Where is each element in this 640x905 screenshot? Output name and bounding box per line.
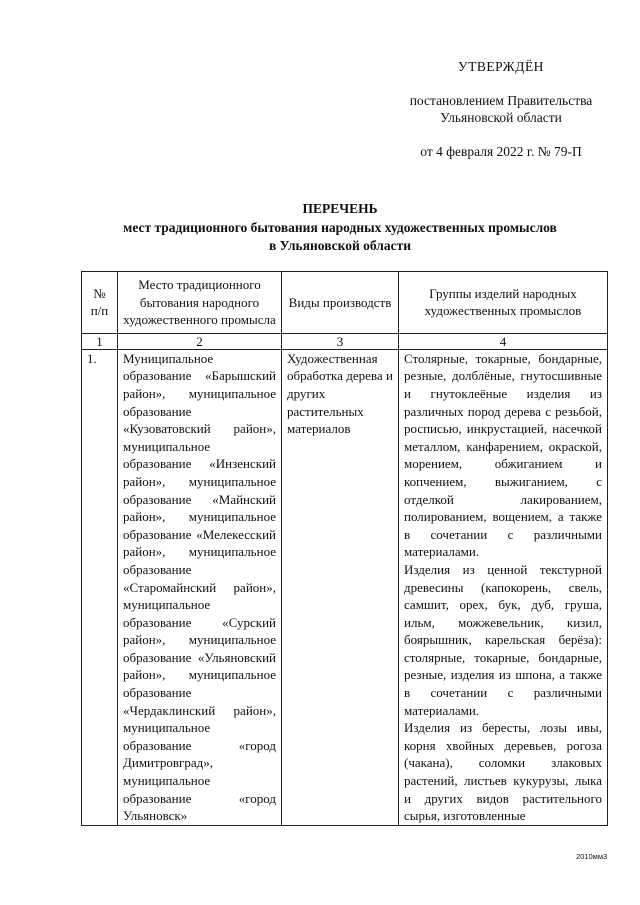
table-header-row: [82, 272, 608, 334]
title-line-1: ПЕРЕЧЕНЬ: [302, 201, 378, 216]
title-line-3: в Ульяновской области: [268, 238, 412, 253]
approval-line-1: постановлением Правительства: [409, 93, 593, 108]
column-number: 1: [82, 333, 118, 349]
column-number: 4: [399, 333, 608, 349]
header-place: Место традиционного бытования народного художественного промысла: [118, 272, 282, 334]
row-groups: [399, 349, 608, 825]
places-table: [81, 271, 608, 826]
document-title: [70, 200, 610, 256]
column-number-row: [82, 333, 608, 349]
row-number: 1.: [82, 349, 118, 825]
header-num: № п/п: [82, 272, 118, 334]
groups-paragraph: Изделия из ценной текстурной древесины (капокорень, свель, самшит, орех, бук, дуб, груша, ильм, можжевельник, кизил, боярышник, карельская берёза): столярные, токарные, бондарные, резные, изделия из шпона, а также в сочетании с различными материалами.: [404, 561, 602, 718]
row-place: Муниципальное образование «Барышский район», муниципальное образование «Кузоватовский район», муниципальное образование «Инзенский район», муниципальное образование «Майнский район», муниципальное образование «Мелекесский район», муниципальное образование «Старомайнский район», муниципальное образование «Сурский район», муниципальное образование «Ульяновский район», муниципальное образование «Чердаклинский район», муниципальное образование «город Димитровград», муниципальное образование «город Ульяновск»: [118, 349, 282, 825]
column-number: 3: [282, 333, 399, 349]
groups-paragraph: Столярные, токарные, бондарные, резные, долблёные, гнутосшивные и гнутоклеёные изделия из различных пород дерева с резьбой, росписью, инкрустацией, насечкой металлом, канфарением, окраской, морением, обжиганием и копчением, выжиганием, с отделкой лакированием, полированием, вощением, а также в сочетании с различными материалами.: [404, 350, 602, 560]
title-line-2: мест традиционного бытования народных художественных промыслов: [123, 219, 557, 235]
approval-heading: УТВЕРЖДЁН: [458, 59, 544, 74]
header-kinds: Виды производств: [282, 272, 399, 334]
approval-authority: [396, 92, 606, 126]
header-groups: Группы изделий народных художественных промыслов: [399, 272, 608, 334]
table-row: [82, 349, 608, 825]
groups-paragraph: Изделия из бересты, лозы ивы, корня хвойных деревьев, рогоза (чакана), соломки злаковых растений, листьев кукурузы, лыка и других видов растительного сырья, изготовленные: [404, 720, 602, 824]
approval-date: от 4 февраля 2022 г. № 79-П: [420, 144, 582, 159]
column-number: 2: [118, 333, 282, 349]
approval-line-2: Ульяновской области: [440, 110, 562, 125]
row-kinds: Художественная обработка дерева и других растительных материалов: [282, 349, 399, 825]
document-code: 2010мм3: [576, 852, 608, 861]
